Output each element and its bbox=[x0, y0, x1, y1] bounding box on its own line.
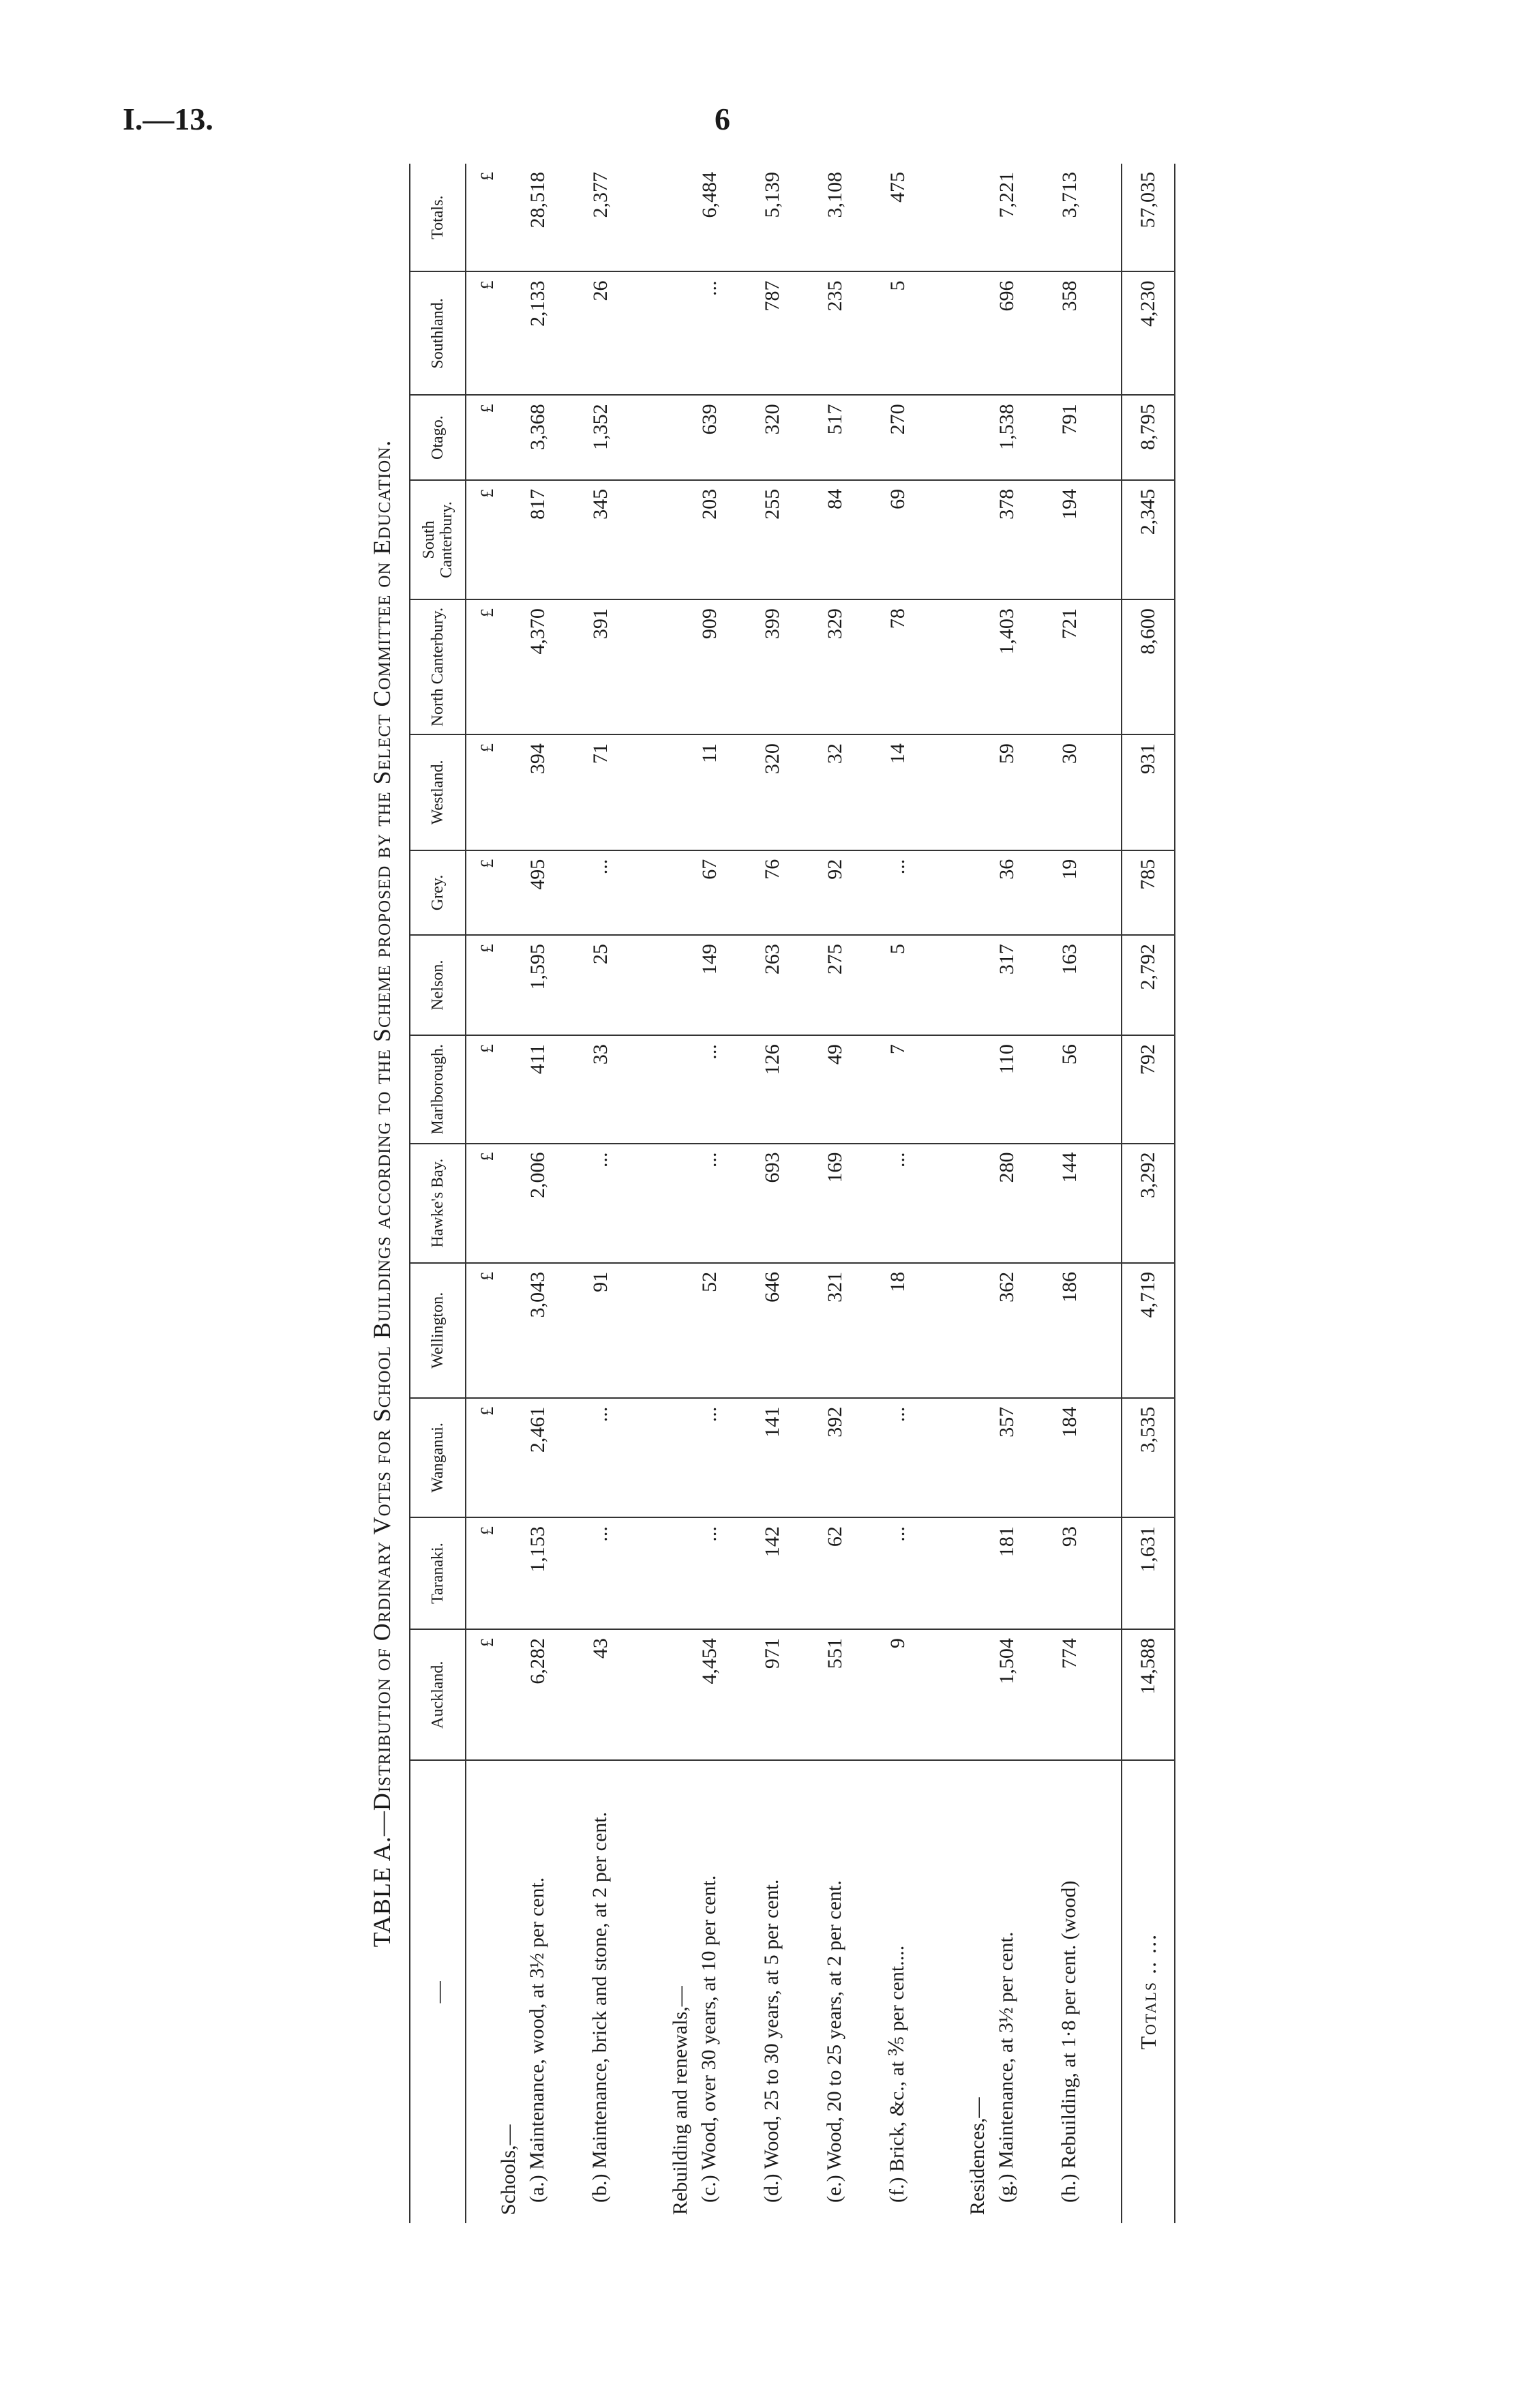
blank-cell bbox=[652, 271, 670, 395]
blank-cell bbox=[652, 164, 670, 271]
value-cell: 787 bbox=[761, 271, 824, 395]
value-cell: 270 bbox=[886, 395, 949, 479]
blank-cell bbox=[670, 599, 698, 734]
value-cell: 163 bbox=[1058, 935, 1122, 1035]
value-cell: 30 bbox=[1058, 734, 1122, 850]
blank-cell bbox=[949, 480, 967, 599]
group-row bbox=[967, 164, 995, 2223]
value-cell: 345 bbox=[589, 480, 652, 599]
currency-symbol: £ bbox=[466, 734, 498, 850]
value-cell: 1,538 bbox=[995, 395, 1058, 479]
totals-label: Totals .. ... bbox=[1122, 1760, 1175, 2223]
value-cell: 19 bbox=[1058, 850, 1122, 935]
value-cell: 3,108 bbox=[824, 164, 886, 271]
blank-cell bbox=[949, 734, 967, 850]
value-cell: 142 bbox=[761, 1517, 824, 1629]
group-row bbox=[498, 164, 526, 2223]
blank-cell bbox=[498, 1144, 526, 1263]
blank-cell bbox=[967, 599, 995, 734]
currency-symbol: £ bbox=[466, 480, 498, 599]
group-label: Residences,— bbox=[966, 2097, 989, 2215]
value-cell: 1,504 bbox=[995, 1629, 1058, 1760]
value-cell: 25 bbox=[589, 935, 652, 1035]
value-cell: 721 bbox=[1058, 599, 1122, 734]
currency-symbol: £ bbox=[466, 850, 498, 935]
column-header: Nelson. bbox=[410, 935, 466, 1035]
blank-cell bbox=[652, 1263, 670, 1398]
blank-cell bbox=[670, 271, 698, 395]
blank-cell bbox=[670, 480, 698, 599]
value-cell: 3,368 bbox=[526, 395, 589, 479]
blank-cell bbox=[670, 734, 698, 850]
value-cell: 275 bbox=[824, 935, 886, 1035]
total-value-cell: 4,719 bbox=[1122, 1263, 1175, 1398]
value-cell: 14 bbox=[886, 734, 949, 850]
value-cell: 696 bbox=[995, 271, 1058, 395]
value-cell: 263 bbox=[761, 935, 824, 1035]
blank-cell bbox=[652, 1517, 670, 1629]
distribution-table bbox=[409, 164, 1175, 2223]
value-cell: 76 bbox=[761, 850, 824, 935]
value-cell: 52 bbox=[698, 1263, 761, 1398]
value-cell: 126 bbox=[761, 1035, 824, 1143]
blank-cell bbox=[498, 271, 526, 395]
value-cell: 43 bbox=[589, 1629, 652, 1760]
total-value-cell: 8,600 bbox=[1122, 599, 1175, 734]
column-header: Auckland. bbox=[410, 1629, 466, 1760]
value-cell: 320 bbox=[761, 734, 824, 850]
blank-cell bbox=[670, 1517, 698, 1629]
row-label: (d.) Wood, 25 to 30 years, at 5 per cent. bbox=[760, 1879, 783, 2203]
value-cell: 71 bbox=[589, 734, 652, 850]
value-cell: 18 bbox=[886, 1263, 949, 1398]
value-cell: ... bbox=[589, 1517, 652, 1629]
group-label: Schools,— bbox=[497, 2124, 520, 2215]
blank-cell bbox=[652, 599, 670, 734]
value-cell: 3,043 bbox=[526, 1263, 589, 1398]
value-cell: 2,377 bbox=[589, 164, 652, 271]
blank-cell bbox=[670, 164, 698, 271]
blank-cell bbox=[670, 1398, 698, 1517]
value-cell: 646 bbox=[761, 1263, 824, 1398]
value-cell: 235 bbox=[824, 271, 886, 395]
row-label-cell bbox=[1058, 1760, 1122, 2223]
column-header: Otago. bbox=[410, 395, 466, 479]
value-cell: 639 bbox=[698, 395, 761, 479]
group-label: Rebuilding and renewals,— bbox=[669, 1986, 691, 2215]
column-header: Hawke's Bay. bbox=[410, 1144, 466, 1263]
table-title-prefix: TABLE A.— bbox=[368, 1811, 395, 1948]
page-number: 6 bbox=[715, 102, 730, 136]
column-header: South Canterbury. bbox=[410, 480, 466, 599]
value-cell: 184 bbox=[1058, 1398, 1122, 1517]
value-cell: ... bbox=[698, 1144, 761, 1263]
value-cell: 93 bbox=[1058, 1517, 1122, 1629]
value-cell: 2,006 bbox=[526, 1144, 589, 1263]
row-label-cell bbox=[824, 1760, 886, 2223]
currency-symbol: £ bbox=[466, 164, 498, 271]
value-cell: 394 bbox=[526, 734, 589, 850]
value-cell: ... bbox=[886, 1398, 949, 1517]
value-cell: 67 bbox=[698, 850, 761, 935]
table-title bbox=[355, 164, 409, 2223]
value-cell: 149 bbox=[698, 935, 761, 1035]
row-label-cell bbox=[761, 1760, 824, 2223]
blank-cell bbox=[967, 1517, 995, 1629]
value-cell: 517 bbox=[824, 395, 886, 479]
row-header-cell: — bbox=[410, 1760, 466, 2223]
table-row bbox=[526, 164, 589, 2223]
currency-symbol: £ bbox=[466, 1517, 498, 1629]
blank-cell bbox=[652, 850, 670, 935]
blank-cell bbox=[949, 1517, 967, 1629]
rotated-table-block bbox=[355, 164, 1159, 2223]
value-cell: 411 bbox=[526, 1035, 589, 1143]
value-cell: 78 bbox=[886, 599, 949, 734]
blank-cell bbox=[652, 395, 670, 479]
value-cell: 357 bbox=[995, 1398, 1058, 1517]
value-cell: 26 bbox=[589, 271, 652, 395]
value-cell: 6,282 bbox=[526, 1629, 589, 1760]
value-cell: 475 bbox=[886, 164, 949, 271]
blank-cell bbox=[652, 1398, 670, 1517]
value-cell: ... bbox=[589, 850, 652, 935]
table-row bbox=[589, 164, 652, 2223]
value-cell: ... bbox=[886, 1517, 949, 1629]
value-cell: 378 bbox=[995, 480, 1058, 599]
value-cell: 91 bbox=[589, 1263, 652, 1398]
value-cell: 144 bbox=[1058, 1144, 1122, 1263]
value-cell: 329 bbox=[824, 599, 886, 734]
blank-cell bbox=[498, 734, 526, 850]
blank-cell bbox=[949, 395, 967, 479]
blank-cell bbox=[949, 935, 967, 1035]
blank-cell bbox=[967, 850, 995, 935]
total-value-cell: 4,230 bbox=[1122, 271, 1175, 395]
value-cell: 495 bbox=[526, 850, 589, 935]
blank-cell bbox=[949, 1629, 967, 1760]
blank-cell bbox=[498, 599, 526, 734]
value-cell: 255 bbox=[761, 480, 824, 599]
value-cell: 2,461 bbox=[526, 1398, 589, 1517]
total-value-cell: 785 bbox=[1122, 850, 1175, 935]
value-cell: ... bbox=[886, 1144, 949, 1263]
value-cell: 92 bbox=[824, 850, 886, 935]
blank-cell bbox=[670, 1263, 698, 1398]
blank-cell bbox=[498, 1035, 526, 1143]
currency-symbol: £ bbox=[466, 1144, 498, 1263]
value-cell: 392 bbox=[824, 1398, 886, 1517]
value-cell: 280 bbox=[995, 1144, 1058, 1263]
value-cell: 49 bbox=[824, 1035, 886, 1143]
value-cell: 399 bbox=[761, 599, 824, 734]
currency-symbol: £ bbox=[466, 599, 498, 734]
column-header: Southland. bbox=[410, 271, 466, 395]
row-label: (c.) Wood, over 30 years, at 10 per cent. bbox=[698, 1875, 720, 2203]
blank-cell bbox=[466, 1760, 498, 2223]
value-cell: 4,454 bbox=[698, 1629, 761, 1760]
value-cell: 551 bbox=[824, 1629, 886, 1760]
value-cell: ... bbox=[698, 1517, 761, 1629]
total-value-cell: 8,795 bbox=[1122, 395, 1175, 479]
value-cell: 36 bbox=[995, 850, 1058, 935]
total-value-cell: 14,588 bbox=[1122, 1629, 1175, 1760]
currency-symbol: £ bbox=[466, 1398, 498, 1517]
value-cell: 321 bbox=[824, 1263, 886, 1398]
column-header: Totals. bbox=[410, 164, 466, 271]
currency-symbol: £ bbox=[466, 271, 498, 395]
column-header: Wanganui. bbox=[410, 1398, 466, 1517]
blank-cell bbox=[967, 1035, 995, 1143]
blank-cell bbox=[498, 1629, 526, 1760]
value-cell: 203 bbox=[698, 480, 761, 599]
value-cell: 1,153 bbox=[526, 1517, 589, 1629]
blank-cell bbox=[967, 395, 995, 479]
group-row bbox=[670, 164, 698, 2223]
blank-cell bbox=[949, 1398, 967, 1517]
currency-symbol: £ bbox=[466, 1629, 498, 1760]
value-cell: ... bbox=[589, 1398, 652, 1517]
table-row bbox=[886, 164, 949, 2223]
blank-cell bbox=[498, 1263, 526, 1398]
value-cell: ... bbox=[886, 850, 949, 935]
table-row bbox=[698, 164, 761, 2223]
blank-cell bbox=[949, 1035, 967, 1143]
value-cell: 32 bbox=[824, 734, 886, 850]
row-label-cell bbox=[589, 1760, 652, 2223]
blank-cell bbox=[949, 271, 967, 395]
value-cell: 391 bbox=[589, 599, 652, 734]
value-cell: 186 bbox=[1058, 1263, 1122, 1398]
blank-cell bbox=[652, 480, 670, 599]
value-cell: 62 bbox=[824, 1517, 886, 1629]
column-header: Wellington. bbox=[410, 1263, 466, 1398]
row-label-cell bbox=[698, 1760, 761, 2223]
blank-cell bbox=[967, 271, 995, 395]
blank-cell bbox=[498, 164, 526, 271]
blank-cell bbox=[498, 850, 526, 935]
total-value-cell: 2,792 bbox=[1122, 935, 1175, 1035]
blank-cell bbox=[652, 935, 670, 1035]
value-cell: 7,221 bbox=[995, 164, 1058, 271]
blank-cell bbox=[498, 1517, 526, 1629]
value-cell: 320 bbox=[761, 395, 824, 479]
blank-cell bbox=[949, 164, 967, 271]
group-label-cell bbox=[670, 1760, 698, 2223]
row-label: (g.) Maintenance, at 3½ per cent. bbox=[995, 1931, 1017, 2203]
total-value-cell: 57,035 bbox=[1122, 164, 1175, 271]
value-cell: 774 bbox=[1058, 1629, 1122, 1760]
value-cell: 4,370 bbox=[526, 599, 589, 734]
blank-cell bbox=[652, 1144, 670, 1263]
row-label: (a.) Maintenance, wood, at 3½ per cent. bbox=[526, 1877, 548, 2203]
table-row bbox=[824, 164, 886, 2223]
currency-symbol: £ bbox=[466, 1035, 498, 1143]
blank-cell bbox=[949, 599, 967, 734]
blank-cell bbox=[967, 1629, 995, 1760]
value-cell: 693 bbox=[761, 1144, 824, 1263]
blank-cell bbox=[670, 850, 698, 935]
column-header: Taranaki. bbox=[410, 1517, 466, 1629]
value-cell: 7 bbox=[886, 1035, 949, 1143]
blank-cell bbox=[967, 480, 995, 599]
blank-cell bbox=[498, 1398, 526, 1517]
total-value-cell: 931 bbox=[1122, 734, 1175, 850]
document-reference: I.—13. bbox=[123, 102, 213, 136]
blank-cell bbox=[949, 1263, 967, 1398]
blank-cell bbox=[670, 1035, 698, 1143]
value-cell: 971 bbox=[761, 1629, 824, 1760]
table-row bbox=[761, 164, 824, 2223]
row-label: (e.) Wood, 20 to 25 years, at 2 per cent. bbox=[823, 1880, 845, 2203]
row-label: (h.) Rebuilding, at 1·8 per cent. (wood) bbox=[1058, 1880, 1080, 2203]
value-cell: 194 bbox=[1058, 480, 1122, 599]
total-value-cell: 3,292 bbox=[1122, 1144, 1175, 1263]
table-body bbox=[466, 164, 1175, 2223]
blank-cell bbox=[967, 1398, 995, 1517]
value-cell: 1,352 bbox=[589, 395, 652, 479]
value-cell: 56 bbox=[1058, 1035, 1122, 1143]
value-cell: 1,403 bbox=[995, 599, 1058, 734]
group-label-cell bbox=[498, 1760, 526, 2223]
value-cell: 5,139 bbox=[761, 164, 824, 271]
value-cell: 110 bbox=[995, 1035, 1058, 1143]
spacer-row bbox=[949, 164, 967, 2223]
currency-symbol: £ bbox=[466, 395, 498, 479]
blank-cell bbox=[652, 1760, 670, 2223]
blank-cell bbox=[967, 1263, 995, 1398]
value-cell: 141 bbox=[761, 1398, 824, 1517]
row-label-cell bbox=[886, 1760, 949, 2223]
value-cell: 9 bbox=[886, 1629, 949, 1760]
value-cell: 28,518 bbox=[526, 164, 589, 271]
value-cell: 6,484 bbox=[698, 164, 761, 271]
value-cell: 69 bbox=[886, 480, 949, 599]
blank-cell bbox=[967, 935, 995, 1035]
table-header-row bbox=[410, 164, 466, 2223]
blank-cell bbox=[498, 935, 526, 1035]
table-row bbox=[995, 164, 1058, 2223]
column-header: North Canterbury. bbox=[410, 599, 466, 734]
row-label: (b.) Maintenance, brick and stone, at 2 per cent. bbox=[588, 1811, 611, 2203]
blank-cell bbox=[498, 395, 526, 479]
value-cell: 181 bbox=[995, 1517, 1058, 1629]
value-cell: 33 bbox=[589, 1035, 652, 1143]
blank-cell bbox=[967, 1144, 995, 1263]
total-value-cell: 2,345 bbox=[1122, 480, 1175, 599]
value-cell: 59 bbox=[995, 734, 1058, 850]
total-value-cell: 792 bbox=[1122, 1035, 1175, 1143]
value-cell: 3,713 bbox=[1058, 164, 1122, 271]
spacer-row bbox=[652, 164, 670, 2223]
row-label-cell bbox=[995, 1760, 1058, 2223]
value-cell: 84 bbox=[824, 480, 886, 599]
total-value-cell: 1,631 bbox=[1122, 1517, 1175, 1629]
value-cell: ... bbox=[589, 1144, 652, 1263]
table-row bbox=[1058, 164, 1122, 2223]
blank-cell bbox=[652, 1629, 670, 1760]
column-header: Grey. bbox=[410, 850, 466, 935]
blank-cell bbox=[967, 164, 995, 271]
column-header: Marlborough. bbox=[410, 1035, 466, 1143]
value-cell: 2,133 bbox=[526, 271, 589, 395]
value-cell: 169 bbox=[824, 1144, 886, 1263]
totals-row bbox=[1122, 164, 1175, 2223]
value-cell: 5 bbox=[886, 271, 949, 395]
value-cell: 5 bbox=[886, 935, 949, 1035]
value-cell: 791 bbox=[1058, 395, 1122, 479]
column-header: Westland. bbox=[410, 734, 466, 850]
blank-cell bbox=[498, 480, 526, 599]
value-cell: 317 bbox=[995, 935, 1058, 1035]
total-value-cell: 3,535 bbox=[1122, 1398, 1175, 1517]
value-cell: ... bbox=[698, 1398, 761, 1517]
value-cell: 1,595 bbox=[526, 935, 589, 1035]
blank-cell bbox=[670, 395, 698, 479]
value-cell: 11 bbox=[698, 734, 761, 850]
blank-cell bbox=[652, 734, 670, 850]
value-cell: 358 bbox=[1058, 271, 1122, 395]
blank-cell bbox=[670, 1144, 698, 1263]
blank-cell bbox=[652, 1035, 670, 1143]
currency-symbol: £ bbox=[466, 935, 498, 1035]
blank-cell bbox=[949, 1144, 967, 1263]
value-cell: ... bbox=[698, 1035, 761, 1143]
currency-symbol: £ bbox=[466, 1263, 498, 1398]
row-label: (f.) Brick, &c., at ⅗ per cent.... bbox=[886, 1945, 908, 2203]
blank-cell bbox=[949, 850, 967, 935]
value-cell: 909 bbox=[698, 599, 761, 734]
blank-cell bbox=[670, 1629, 698, 1760]
blank-cell bbox=[670, 935, 698, 1035]
group-label-cell bbox=[967, 1760, 995, 2223]
value-cell: 817 bbox=[526, 480, 589, 599]
blank-cell bbox=[967, 734, 995, 850]
value-cell: ... bbox=[698, 271, 761, 395]
blank-cell bbox=[949, 1760, 967, 2223]
row-label-cell bbox=[526, 1760, 589, 2223]
table-title-text: Distribution of Ordinary Votes for School Buildings according to the Scheme proposed by the Select Committee on Education. bbox=[368, 439, 395, 1811]
currency-row bbox=[466, 164, 498, 2223]
value-cell: 362 bbox=[995, 1263, 1058, 1398]
